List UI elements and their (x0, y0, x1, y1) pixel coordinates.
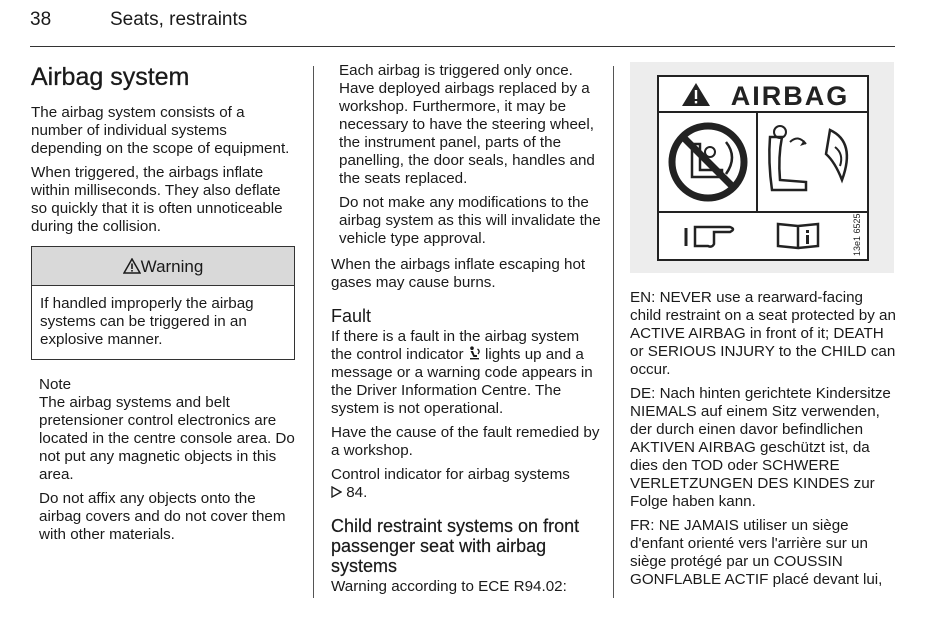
column-divider (313, 66, 314, 598)
section-title: Airbag system (31, 63, 190, 91)
column-3 (630, 62, 898, 595)
warning-triangle-icon (123, 258, 141, 274)
note-block (31, 376, 296, 544)
paragraph: Do not make any modifications to the airbag system as this will invalidate the vehicle type approval. (339, 194, 601, 247)
paragraph: Do not affix any objects onto the airbag covers and do not cover them with other materials. (39, 490, 286, 543)
warning-en (630, 289, 898, 379)
text-run: NEVER use a rearward-facing child restraint on a seat protected by an ACTIVE AIRBAG in front of it; DEATH or SERIOUS INJURY to the CHILD can occur. (630, 289, 896, 378)
page-reference[interactable]: 84. (346, 484, 368, 501)
airbag-indicator-icon (468, 346, 481, 360)
paragraph: When the airbags inflate escaping hot gases may cause burns. (331, 256, 586, 291)
warning-de (630, 385, 898, 511)
paragraph (331, 466, 601, 502)
column-1 (31, 62, 296, 550)
text-run: lights up and a message or a warning code appears in the Driver Information Centre. The system is not operational. (331, 346, 593, 417)
airbag-label-drawing (630, 62, 894, 273)
text-run: Nach hinten gerichtete Kindersitze NIEMALS auf einem Sitz verwenden, der durch einen davor befindlichen AKTIVEN AIRBAG geschützt ist, da dies den TOD oder SCHWERE VERLETZUNGEN DES KINDES zur Folge haben kann. (630, 385, 891, 510)
running-header: Seats, restraints (110, 9, 248, 30)
page-number: 38 (30, 9, 52, 30)
text-run: Control indicator for airbag systems (331, 466, 570, 483)
paragraph: When triggered, the airbags inflate within milliseconds. They also deflate so quickly that it is often unnoticeable during the collision. (31, 164, 283, 235)
label-title: AIRBAG (730, 81, 850, 111)
paragraph (331, 328, 601, 418)
header-rule (30, 46, 895, 47)
column-2 (331, 62, 601, 602)
paragraph: Have the cause of the fault remedied by a workshop. (331, 424, 600, 459)
language-code: EN: (630, 289, 656, 306)
warning-continuation (331, 62, 601, 248)
paragraph: The airbag systems and belt pretensioner control electronics are located in the centre console area. Do not put any magnetic objects in this area. (39, 394, 295, 483)
text-run: If there is a fault in the airbag system the control indicator (331, 328, 580, 363)
subsection-title-child-restraint: Child restraint systems on front passenger seat with airbag systems (331, 516, 580, 576)
note-label: Note (39, 376, 72, 393)
column-divider (613, 66, 614, 598)
warning-box (31, 246, 295, 360)
warning-text: If handled improperly the airbag systems can be triggered in an explosive manner. (40, 295, 254, 348)
airbag-warning-label-illustration (630, 62, 894, 273)
language-code: DE: (630, 385, 656, 402)
language-code: FR: (630, 517, 655, 534)
warning-header (32, 247, 294, 286)
paragraph: The airbag system consists of a number of individual systems depending on the scope of equipment. (31, 104, 290, 157)
paragraph: Warning according to ECE R94.02: (331, 578, 567, 595)
label-code: 13e1 6525 (852, 213, 862, 256)
reference-arrow-icon (331, 486, 342, 498)
text-run: NE JAMAIS utiliser un siège d'enfant orienté vers l'arrière sur un siège protégé par un COUSSIN GONFLABLE ACTIF placé devant lui, (630, 517, 883, 588)
warning-title: Warning (140, 257, 204, 276)
paragraph: Each airbag is triggered only once. Have deployed airbags replaced by a workshop. Furthermore, it may be necessary to have the steering wheel, the instrument panel, parts of the panelling, the door seals, handles and the seats replaced. (339, 62, 595, 187)
warning-fr (630, 517, 898, 589)
subsection-title-fault: Fault (331, 306, 372, 326)
